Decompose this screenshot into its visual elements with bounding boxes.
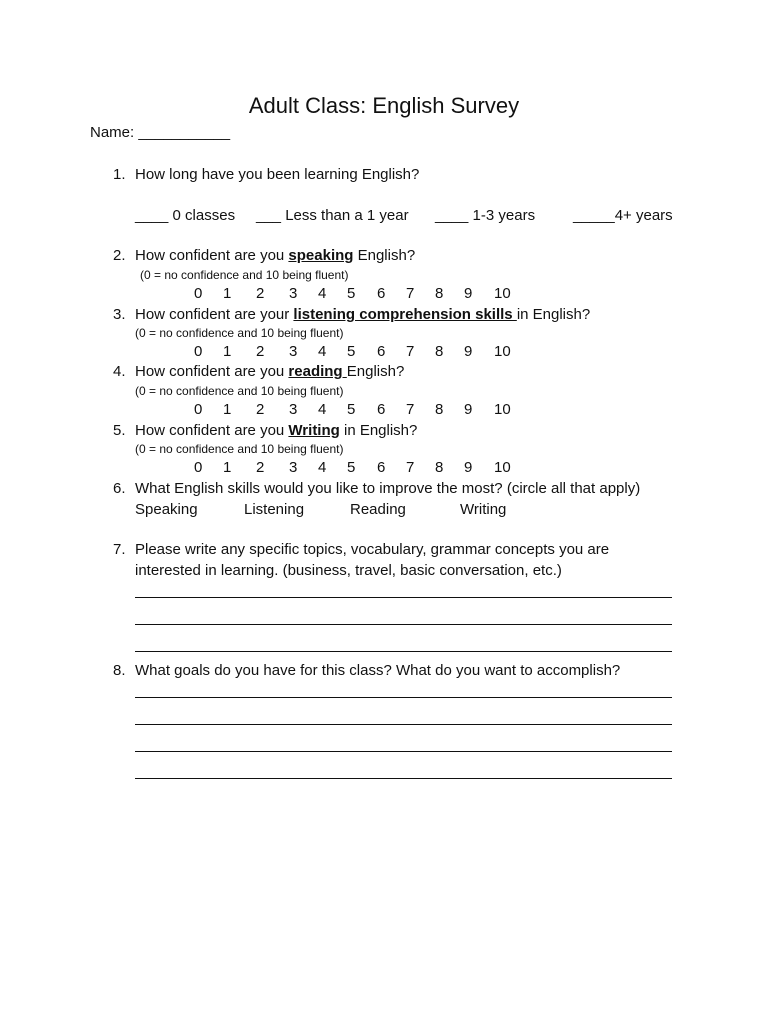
- rating-option[interactable]: 1: [223, 285, 232, 302]
- q1-option-0-classes[interactable]: ____ 0 classes: [135, 207, 236, 224]
- q5-text: How confident are you Writing in English?: [135, 422, 418, 439]
- q4-emphasis: reading: [288, 363, 347, 380]
- rating-option[interactable]: 9: [464, 343, 473, 360]
- rating-option[interactable]: 2: [256, 459, 265, 476]
- q2-text: How confident are you speaking English?: [135, 247, 416, 264]
- q6-option-writing[interactable]: Writing: [460, 501, 507, 518]
- q5-number: 5.: [113, 422, 126, 439]
- q6-number: 6.: [113, 480, 126, 497]
- rating-option[interactable]: 3: [289, 401, 298, 418]
- rating-option[interactable]: 7: [406, 285, 415, 302]
- q1-option-4-plus-years[interactable]: _____4+ years: [573, 207, 673, 224]
- q7-answer-line[interactable]: [135, 651, 672, 652]
- rating-option[interactable]: 9: [464, 401, 473, 418]
- rating-option[interactable]: 2: [256, 343, 265, 360]
- q3-text: How confident are your listening comprehension skills in English?: [135, 306, 591, 323]
- rating-option[interactable]: 4: [318, 401, 327, 418]
- rating-option[interactable]: 7: [406, 343, 415, 360]
- rating-option[interactable]: 5: [347, 459, 356, 476]
- rating-option[interactable]: 2: [256, 285, 265, 302]
- q6-text: What English skills would you like to improve the most? (circle all that apply): [135, 480, 641, 497]
- q7-text-line1: Please write any specific topics, vocabulary, grammar concepts you are: [135, 541, 610, 558]
- q7-text-line2: interested in learning. (business, travel, basic conversation, etc.): [135, 562, 562, 579]
- rating-option[interactable]: 10: [494, 285, 511, 302]
- q7-answer-line[interactable]: [135, 597, 672, 598]
- rating-option[interactable]: 10: [494, 401, 511, 418]
- rating-option[interactable]: 4: [318, 343, 327, 360]
- q8-answer-line[interactable]: [135, 697, 672, 698]
- rating-option[interactable]: 0: [194, 343, 203, 360]
- rating-option[interactable]: 4: [318, 285, 327, 302]
- rating-option[interactable]: 6: [377, 401, 386, 418]
- rating-option[interactable]: 0: [194, 459, 203, 476]
- q6-option-reading[interactable]: Reading: [350, 501, 406, 518]
- q7-number: 7.: [113, 541, 126, 558]
- q7-answer-line[interactable]: [135, 624, 672, 625]
- rating-option[interactable]: 6: [377, 459, 386, 476]
- q5-emphasis: Writing: [288, 422, 340, 439]
- q8-answer-line[interactable]: [135, 778, 672, 779]
- rating-option[interactable]: 7: [406, 401, 415, 418]
- q2-number: 2.: [113, 247, 126, 264]
- rating-option[interactable]: 8: [435, 343, 444, 360]
- rating-option[interactable]: 4: [318, 459, 327, 476]
- q4-scale-note: (0 = no confidence and 10 being fluent): [135, 384, 344, 398]
- rating-option[interactable]: 1: [223, 401, 232, 418]
- rating-option[interactable]: 5: [347, 401, 356, 418]
- rating-option[interactable]: 8: [435, 459, 444, 476]
- rating-option[interactable]: 0: [194, 285, 203, 302]
- rating-option[interactable]: 6: [377, 285, 386, 302]
- q1-number: 1.: [113, 166, 126, 183]
- q3-scale-note: (0 = no confidence and 10 being fluent): [135, 326, 344, 340]
- q1-option-1-3-years[interactable]: ____ 1-3 years: [435, 207, 536, 224]
- rating-option[interactable]: 10: [494, 459, 511, 476]
- rating-option[interactable]: 3: [289, 285, 298, 302]
- q8-text: What goals do you have for this class? What do you want to accomplish?: [135, 662, 621, 679]
- q3-number: 3.: [113, 306, 126, 323]
- q8-answer-line[interactable]: [135, 724, 672, 725]
- q4-text: How confident are you reading English?: [135, 363, 405, 380]
- rating-option[interactable]: 1: [223, 343, 232, 360]
- rating-option[interactable]: 9: [464, 459, 473, 476]
- rating-option[interactable]: 5: [347, 285, 356, 302]
- q5-scale-note: (0 = no confidence and 10 being fluent): [135, 442, 344, 456]
- rating-option[interactable]: 0: [194, 401, 203, 418]
- rating-option[interactable]: 8: [435, 401, 444, 418]
- q1-option-less-than-1-year[interactable]: ___ Less than a 1 year: [256, 207, 409, 224]
- q2-emphasis: speaking: [288, 247, 354, 264]
- rating-option[interactable]: 7: [406, 459, 415, 476]
- rating-option[interactable]: 6: [377, 343, 386, 360]
- rating-option[interactable]: 5: [347, 343, 356, 360]
- q4-number: 4.: [113, 363, 126, 380]
- rating-option[interactable]: 9: [464, 285, 473, 302]
- q6-option-speaking[interactable]: Speaking: [135, 501, 198, 518]
- q2-scale-note: (0 = no confidence and 10 being fluent): [140, 268, 349, 282]
- name-field[interactable]: Name: ___________: [90, 124, 231, 141]
- rating-option[interactable]: 1: [223, 459, 232, 476]
- rating-option[interactable]: 3: [289, 343, 298, 360]
- q6-option-listening[interactable]: Listening: [244, 501, 305, 518]
- rating-option[interactable]: 10: [494, 343, 511, 360]
- q1-text: How long have you been learning English?: [135, 166, 420, 183]
- rating-option[interactable]: 2: [256, 401, 265, 418]
- rating-option[interactable]: 8: [435, 285, 444, 302]
- q8-number: 8.: [113, 662, 126, 679]
- rating-option[interactable]: 3: [289, 459, 298, 476]
- q3-emphasis: listening comprehension skills: [293, 306, 517, 323]
- q8-answer-line[interactable]: [135, 751, 672, 752]
- page-title: Adult Class: English Survey: [248, 93, 520, 118]
